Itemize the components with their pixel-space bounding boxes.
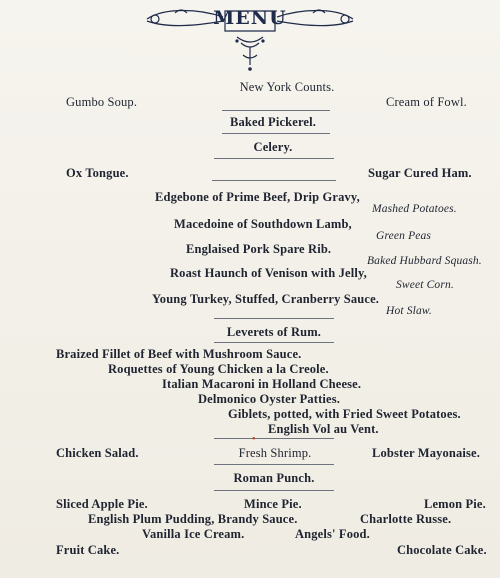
menu-item-young-turkey: Young Turkey, Stuffed, Cranberry Sauce.	[152, 292, 380, 306]
menu-item-ox-tongue: Ox Tongue.	[66, 166, 129, 180]
menu-title: MENU	[213, 7, 287, 29]
red-dot-mark: •	[252, 434, 256, 445]
menu-item-englaised-pork: Englaised Pork Spare Rib.	[186, 242, 332, 256]
menu-item-fruit-cake: Fruit Cake.	[56, 543, 120, 557]
menu-header-ornament	[145, 3, 355, 73]
menu-item-cream-of-fowl: Cream of Fowl.	[386, 95, 467, 109]
divider-rule	[214, 464, 334, 465]
menu-item-hot-slaw: Hot Slaw.	[386, 305, 432, 317]
menu-item-lemon-pie: Lemon Pie.	[424, 497, 486, 511]
menu-item-green-peas: Green Peas	[376, 230, 432, 242]
menu-item-english-plum: English Plum Pudding, Brandy Sauce.	[88, 512, 298, 526]
menu-item-sugar-cured-ham: Sugar Cured Ham.	[368, 166, 472, 180]
menu-item-delmonico: Delmonico Oyster Patties.	[198, 392, 341, 406]
divider-rule	[222, 110, 330, 111]
menu-item-italian-macaroni: Italian Macaroni in Holland Cheese.	[162, 377, 362, 391]
menu-item-lobster-mayonaise: Lobster Mayonaise.	[372, 446, 481, 460]
menu-item-braized-fillet: Braized Fillet of Beef with Mushroom Sauce.	[56, 347, 302, 361]
menu-item-fresh-shrimp: Fresh Shrimp.	[238, 446, 312, 460]
menu-item-mince-pie: Mince Pie.	[244, 497, 302, 511]
menu-item-mashed-potatoes: Mashed Potatoes.	[372, 203, 457, 215]
menu-item-chocolate-cake: Chocolate Cake.	[397, 543, 487, 557]
menu-item-baked-hubbard: Baked Hubbard Squash.	[367, 255, 482, 267]
menu-item-gumbo-soup: Gumbo Soup.	[66, 95, 138, 109]
menu-item-new-york-counts: New York Counts.	[239, 80, 335, 94]
divider-rule	[214, 318, 334, 319]
menu-item-leverets: Leverets of Rum.	[226, 325, 322, 339]
divider-rule	[212, 180, 336, 181]
divider-rule	[214, 490, 334, 491]
menu-item-chicken-salad: Chicken Salad.	[56, 446, 139, 460]
menu-item-baked-pickerel: Baked Pickerel.	[229, 115, 317, 129]
divider-rule	[214, 158, 334, 159]
menu-item-vanilla-ice-cream: Vanilla Ice Cream.	[142, 527, 245, 541]
menu-item-edgebone: Edgebone of Prime Beef, Drip Gravy,	[155, 190, 360, 204]
divider-rule	[222, 133, 330, 134]
menu-item-sweet-corn: Sweet Corn.	[396, 279, 454, 291]
divider-rule	[214, 342, 334, 343]
menu-item-roman-punch: Roman Punch.	[233, 471, 315, 485]
menu-item-roquettes: Roquettes of Young Chicken a la Creole.	[108, 362, 329, 376]
menu-item-celery: Celery.	[253, 140, 293, 154]
menu-item-macedoine: Macedoine of Southdown Lamb,	[174, 217, 352, 231]
menu-item-charlotte-russe: Charlotte Russe.	[360, 512, 452, 526]
menu-item-giblets: Giblets, potted, with Fried Sweet Potatoes.	[228, 407, 461, 421]
menu-item-roast-haunch: Roast Haunch of Venison with Jelly,	[170, 266, 367, 280]
menu-item-angels-food: Angels' Food.	[295, 527, 370, 541]
divider-rule	[214, 438, 334, 439]
menu-item-english-vol: English Vol au Vent.	[268, 422, 379, 436]
menu-item-sliced-apple-pie: Sliced Apple Pie.	[56, 497, 148, 511]
